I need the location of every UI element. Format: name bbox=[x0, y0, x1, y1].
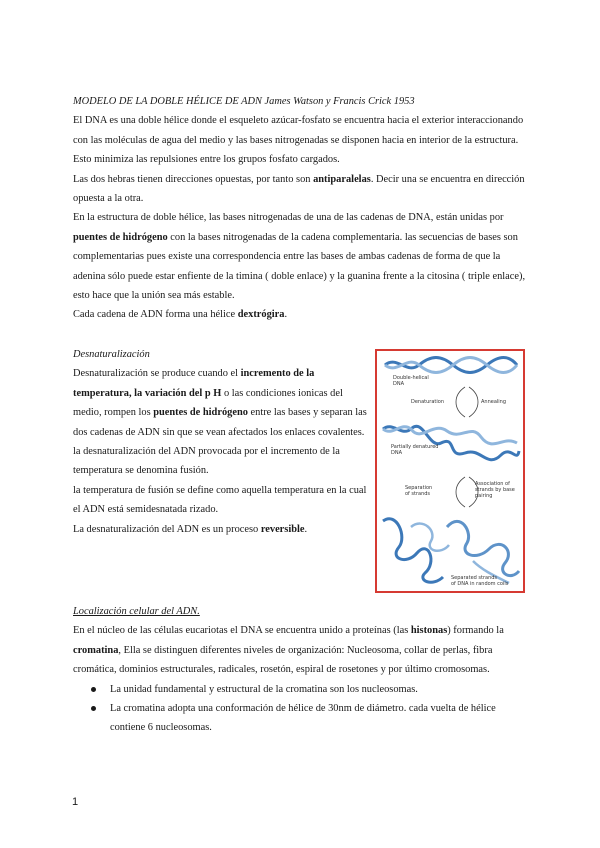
bold-term-histonas: histonas bbox=[410, 625, 448, 637]
label-dna-1: DNA bbox=[393, 381, 405, 387]
text-run: En el núcleo de las células eucariotas el DNA se encuentra unido a proteínas (las bbox=[73, 625, 411, 637]
arrow-separation bbox=[456, 477, 465, 507]
label-annealing: Annealing bbox=[481, 399, 507, 405]
page-number: 1 bbox=[72, 796, 79, 808]
localization-heading: Localización celular del ADN. bbox=[73, 606, 200, 617]
label-strands-by: strands by base bbox=[475, 487, 515, 493]
text-run: Desnaturalización se produce cuando el bbox=[73, 368, 241, 380]
list-item: La cromatina adopta una conformación de hélice de 30nm de diámetro. cada vuelta de hélice contiene 6 nucleosomas. bbox=[110, 699, 528, 738]
label-separated-strands: Separated strands bbox=[451, 575, 498, 581]
text-run: entre las bases y separan las dos cadenas de ADN sin que se vean afectados los enlaces covalentes. bbox=[73, 407, 367, 438]
intro-section bbox=[73, 92, 528, 325]
denaturation-paragraph-1 bbox=[73, 364, 369, 442]
double-helix-strand bbox=[385, 358, 517, 373]
localization-paragraph bbox=[73, 621, 528, 679]
intro-paragraph-3 bbox=[73, 208, 528, 305]
bold-term-puentes: puentes de hidrógeno bbox=[73, 231, 168, 243]
denaturation-heading: Desnaturalización bbox=[73, 349, 150, 360]
intro-paragraph-4 bbox=[73, 305, 528, 324]
denaturation-section bbox=[73, 345, 369, 539]
arrow-annealing bbox=[469, 387, 478, 417]
localization-section bbox=[73, 602, 528, 738]
label-dna-2: DNA bbox=[391, 450, 403, 456]
bold-term-incremento: incremento de la temperatura, la variación del p H bbox=[73, 368, 315, 399]
intro-paragraph-2 bbox=[73, 170, 528, 209]
denaturation-paragraph-4 bbox=[73, 520, 369, 539]
intro-paragraph-1: El DNA es una doble hélice donde el esqueleto azúcar-fosfato se encuentra hacia el exterior interaccionando con las moléculas de agua del medio y las bases nitrogenadas se disponen hacia en interior de la estructura. Esto minimiza las repulsiones entre los grupos fosfato cargados. bbox=[73, 115, 524, 166]
list-item: La unidad fundamental y estructural de la cromatina son los nucleosomas. bbox=[110, 680, 528, 699]
text-run: o las condiciones ionicas del medio, rompen los bbox=[73, 387, 343, 419]
text-run: con la bases nitrogenadas de la cadena complementaria. las secuencias de bases son complementarias pues existe una correspondencia entre las bases de ambas cadenas de forma de que la adenina sólo puede estar enfiente de la timina ( doble enlace) y la guanina frente a la citosina ( triple enlace), esto hace que la unión sea más estable. bbox=[73, 231, 526, 302]
bold-term-cromatina: cromatina bbox=[73, 644, 119, 656]
text-run: . bbox=[304, 523, 308, 535]
text-run: . Decir una se encuentra en dirección opuesta a la otra. bbox=[73, 173, 525, 205]
separated-strands-coils bbox=[383, 519, 519, 583]
denaturation-paragraph-2: la desnaturalización del ADN provocada por el incremento de la temperatura se denomina fusión. bbox=[73, 446, 340, 477]
label-pairing: pairing bbox=[475, 493, 493, 499]
dna-diagram bbox=[377, 351, 523, 591]
dna-denaturation-figure bbox=[375, 349, 525, 593]
denaturation-paragraph-3: la temperatura de fusión se define como aquella temperatura en la cual el ADN está semidesnatada rizado. bbox=[73, 484, 367, 516]
text-run: Cada cadena de ADN forma una hélice bbox=[73, 309, 238, 321]
label-random-coils: of DNA in random coils bbox=[451, 581, 509, 587]
label-denaturation: Denaturation bbox=[411, 399, 444, 405]
label-of-strands: of strands bbox=[405, 491, 431, 497]
text-run: ) formando la bbox=[447, 625, 504, 637]
text-run: En la estructura de doble hélice, las bases nitrogenadas de una de las cadenas de DNA, están unidas por bbox=[73, 212, 504, 224]
bold-term-puentes: puentes de hidrógeno bbox=[153, 407, 248, 419]
bold-term-dextrogira: dextrógira bbox=[237, 309, 285, 321]
localization-list bbox=[73, 680, 528, 738]
bold-term-antiparalelas: antiparalelas bbox=[313, 173, 371, 185]
label-partially-denatured: Partially denatured bbox=[391, 444, 439, 450]
text-run: , Ella se distinguen diferentes niveles de organización: Nucleosoma, collar de perlas, fibra cromática, dominios estructurales, radicales, rosetón, espiral de rosetones y por último cromosomas. bbox=[73, 644, 493, 676]
text-run: La desnaturalización del ADN es un proceso bbox=[73, 523, 261, 535]
text-run: Las dos hebras tienen direcciones opuestas, por tanto son bbox=[73, 173, 314, 185]
label-double-helical: Double-helical bbox=[393, 375, 429, 381]
bold-term-reversible: reversible bbox=[260, 523, 305, 535]
label-association: Association of bbox=[475, 481, 510, 487]
arrow-denaturation bbox=[456, 387, 465, 417]
text-run: . bbox=[284, 309, 288, 321]
label-separation: Separation bbox=[405, 485, 433, 491]
document-title: MODELO DE LA DOBLE HÉLICE DE ADN James Watson y Francis Crick 1953 bbox=[73, 96, 415, 107]
